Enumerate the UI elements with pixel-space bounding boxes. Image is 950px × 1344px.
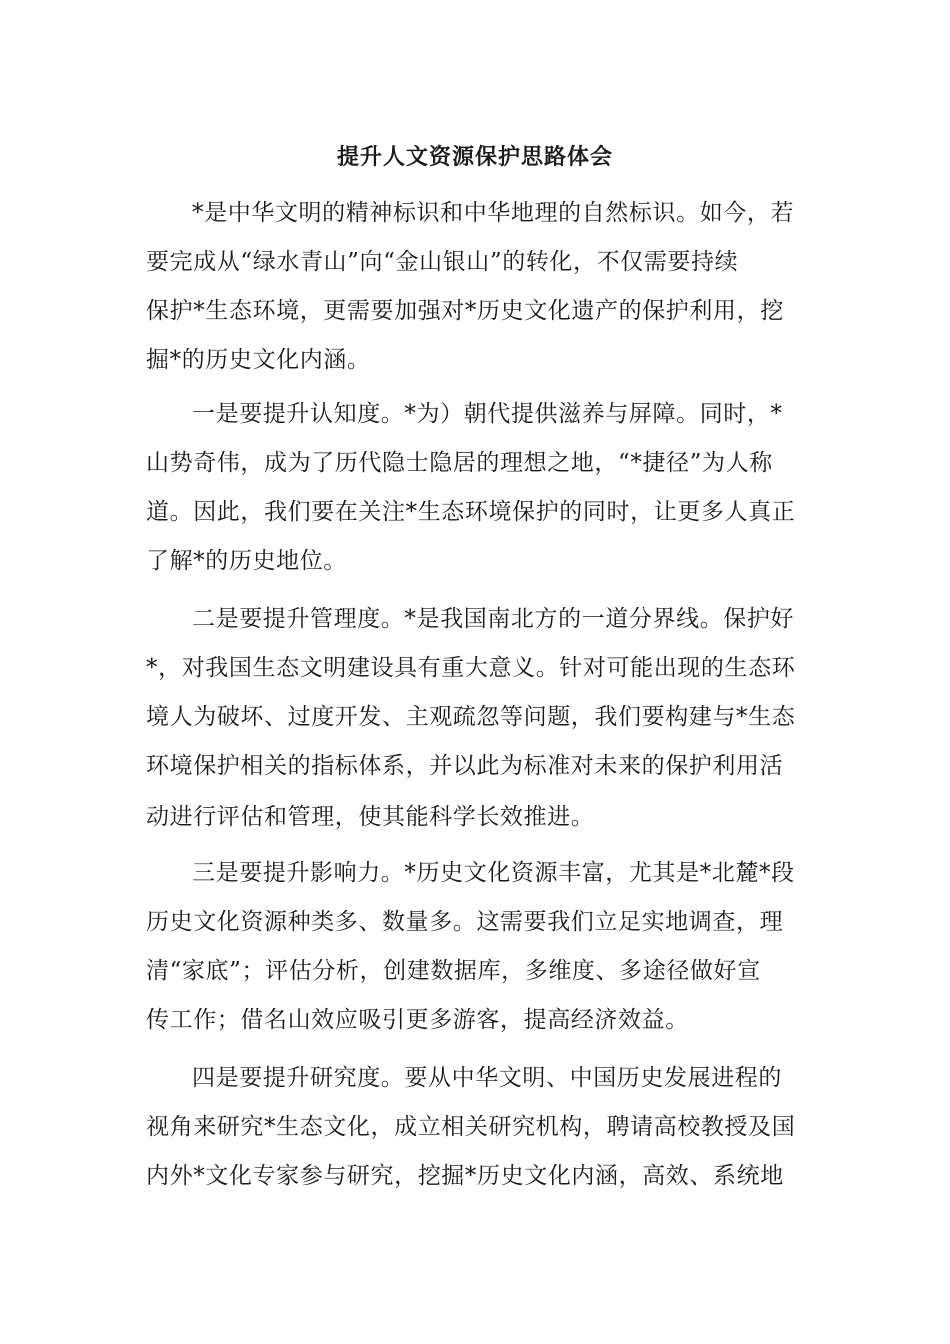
paragraph-1-line-1: *是中华文明的精神标识和中华地理的自然标识。如今，若 [192, 200, 795, 226]
paragraph-5-line-3: 内外*文化专家参与研究，挖掘*历史文化内涵，高效、系统地 [146, 1163, 784, 1189]
paragraph-3-line-5: 动进行评估和管理，使其能科学长效推进。 [146, 804, 595, 830]
paragraph-2-line-3: 道。因此，我们要在关注*生态环境保护的同时，让更多人真正 [146, 499, 796, 525]
paragraph-4-line-1: 三是要提升影响力。*历史文化资源丰富，尤其是*北麓*段 [192, 860, 795, 886]
paragraph-2-line-4: 了解*的历史地位。 [146, 548, 347, 574]
paragraph-2-line-2: 山势奇伟，成为了历代隐士隐居的理想之地，“*捷径”为人称 [146, 450, 773, 476]
paragraph-3-line-4: 环境保护相关的指标体系，并以此为标准对未来的保护利用活 [146, 753, 784, 779]
paragraph-4-line-4: 传工作；借名山效应吸引更多游客，提高经济效益。 [146, 1007, 689, 1033]
paragraph-2-line-1: 一是要提升认知度。*为）朝代提供滋养与屏障。同时，* [192, 401, 783, 427]
paragraph-1-line-2: 要完成从“绿水青山”向“金山银山”的转化，不仅需要持续 [146, 249, 739, 275]
paragraph-3-line-2: *，对我国生态文明建设具有重大意义。针对可能出现的生态环 [146, 655, 796, 681]
paragraph-1-line-3: 保护*生态环境，更需要加强对*历史文化遗产的保护利用，挖 [146, 298, 784, 324]
paragraph-5-line-1: 四是要提升研究度。要从中华文明、中国历史发展进程的 [192, 1065, 782, 1091]
document-title: 提升人文资源保护思路体会 [336, 144, 613, 170]
paragraph-3-line-1: 二是要提升管理度。*是我国南北方的一道分界线。保护好 [192, 606, 795, 632]
paragraph-1-line-4: 掘*的历史文化内涵。 [146, 347, 371, 373]
paragraph-4-line-2: 历史文化资源种类多、数量多。这需要我们立足实地调查，理 [146, 909, 784, 935]
paragraph-3-line-3: 境人为破坏、过度开发、主观疏忽等问题，我们要构建与*生态 [146, 704, 796, 730]
paragraph-4-line-3: 清“家底”；评估分析，创建数据库，多维度、多途径做好宣 [146, 958, 761, 984]
paragraph-5-line-2: 视角来研究*生态文化，成立相关研究机构，聘请高校教授及国 [146, 1114, 796, 1140]
